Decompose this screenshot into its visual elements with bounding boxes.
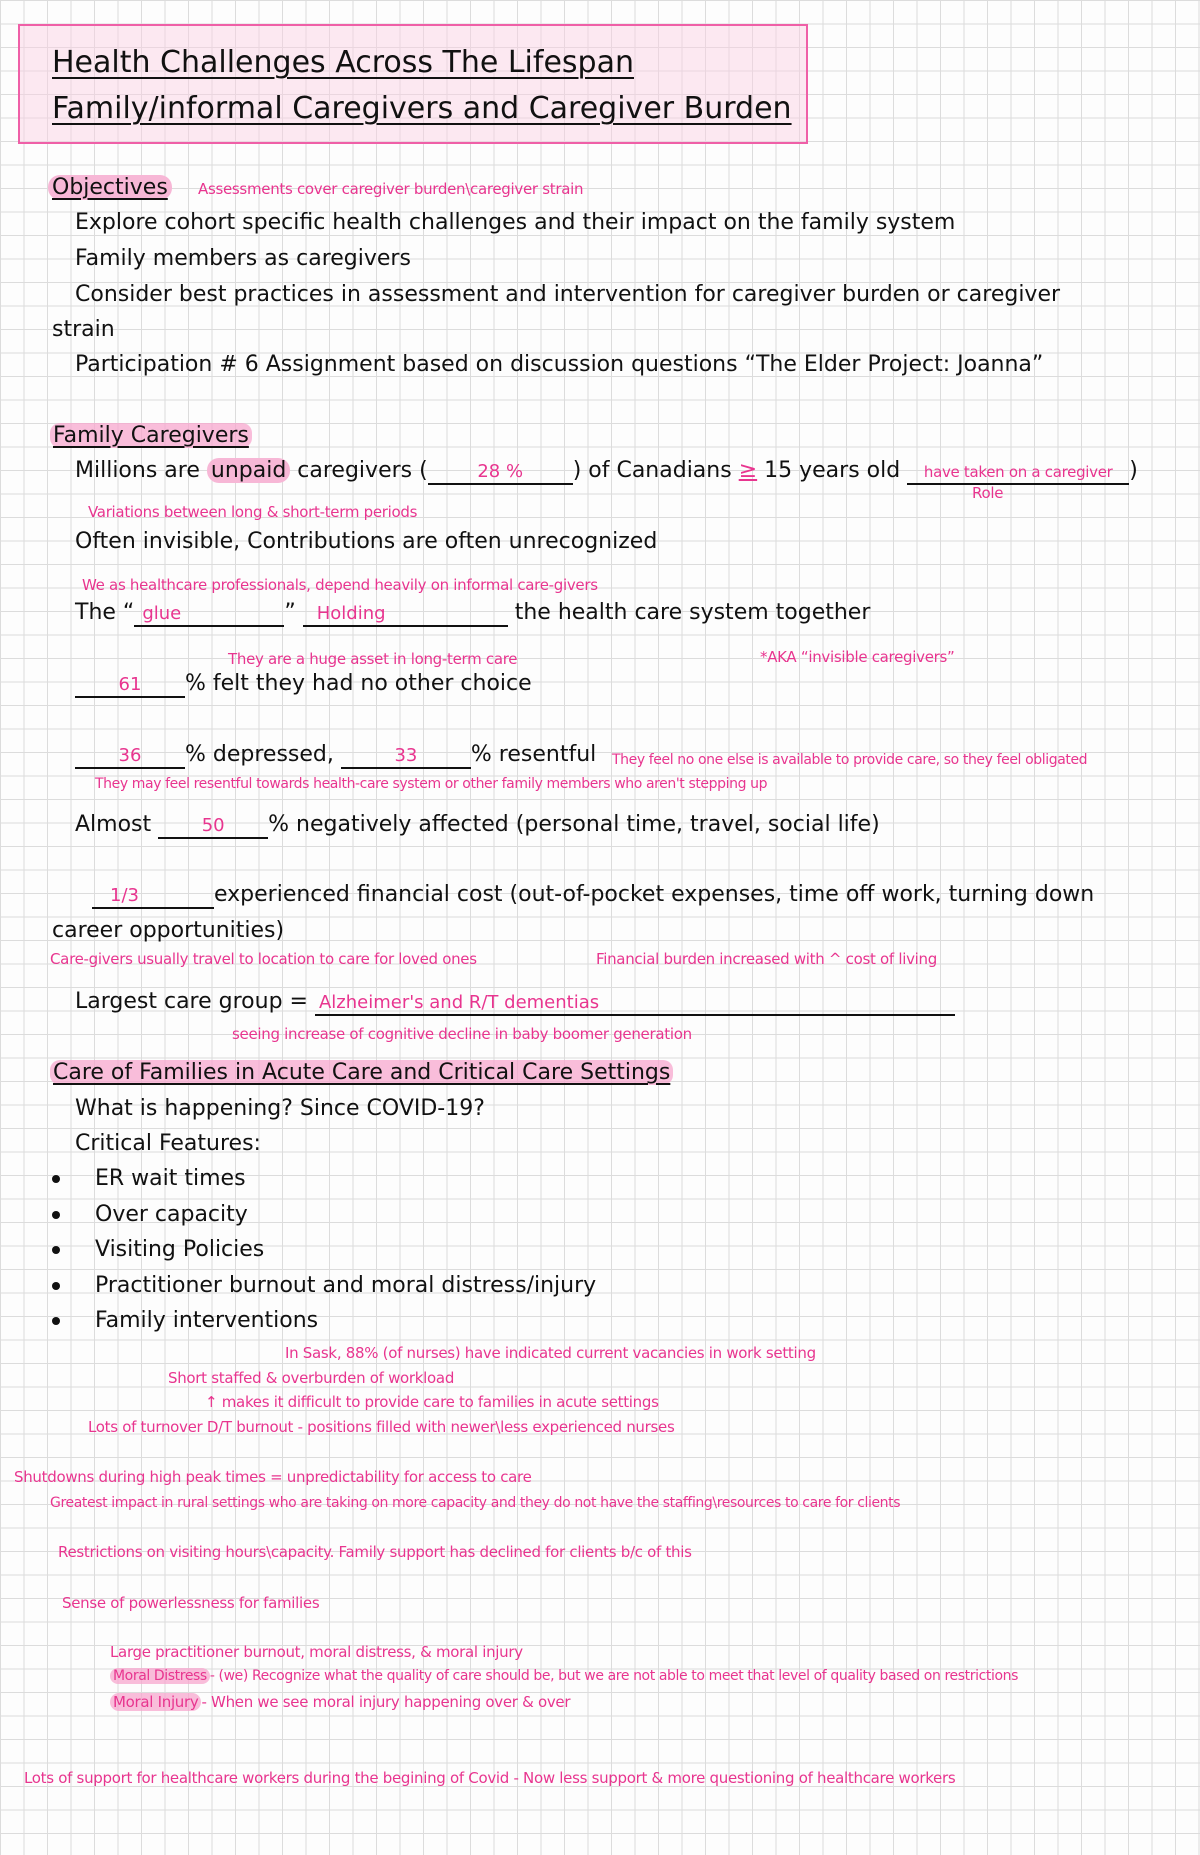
note-depend: We as healthcare professionals, depend heavily on informal care-givers [82, 576, 598, 594]
objective-item: Consider best practices in assessment and intervention for caregiver burden or caregiver [75, 282, 1061, 307]
note-obligated: They feel no one else is available to provide care, so they feel obligated [612, 752, 1088, 768]
financial-fill: 1/3 [92, 885, 214, 909]
note-shutdowns: Shutdowns during high peak times = unpredictability for access to care [14, 1468, 532, 1486]
objective-item: Participation # 6 Assignment based on discussion questions “The Elder Project: Joanna” [75, 352, 1044, 377]
invisible-line: Often invisible, Contributions are often unrecognized [75, 529, 658, 554]
largest-line: Largest care group = Alzheimer's and R/T dementias [75, 987, 955, 1017]
bullet-item: Visiting Policies [95, 1237, 265, 1262]
acute-care-heading: Care of Families in Acute Care and Critical Care Settings [50, 1058, 673, 1088]
unpaid-highlight: unpaid [207, 458, 290, 483]
acute-q2: Critical Features: [75, 1131, 261, 1156]
note-moral-distress: Moral Distress - (we) Recognize what the quality of care should be, but we are not able to meet that level of quality based on restrictions [110, 1668, 1018, 1684]
glue-fill: glue [134, 603, 284, 627]
note-short-staffed: Short staffed & overburden of workload [168, 1369, 455, 1387]
financial-line-wrap: career opportunities) [52, 918, 285, 943]
bullet-item: Over capacity [95, 1202, 248, 1227]
acute-q1: What is happening? Since COVID-19? [75, 1096, 485, 1121]
bullet-item: ER wait times [95, 1166, 246, 1191]
note-moral-injury: Moral Injury - When we see moral injury happening over & over [110, 1693, 570, 1711]
depressed-line: 36 % depressed, 33 % resentful [75, 740, 596, 770]
note-asset: They are a huge asset in long-term care [228, 650, 518, 668]
note-powerless: Sense of powerlessness for families [62, 1594, 320, 1612]
objective-item: Family members as caregivers [75, 246, 411, 271]
bullet-dot [52, 1282, 60, 1290]
almost-fill: 50 [158, 815, 268, 839]
title-box [18, 24, 808, 144]
note-resentful: They may feel resentful towards health-care system or other family members who aren't stepping up [95, 776, 768, 792]
bullet-dot [52, 1317, 60, 1325]
millions-line: Millions are unpaid caregivers ( 28 % ) of Canadians ≥ 15 years old have taken on a caregiver ) [75, 458, 1138, 483]
note-restrictions: Restrictions on visiting hours\capacity. Family support has declined for clients b/c of this [58, 1543, 692, 1561]
note-variations: Variations between long & short-term periods [88, 503, 418, 521]
note-burnout: Large practitioner burnout, moral distress, & moral injury [110, 1643, 523, 1661]
role-word: Role [972, 484, 1004, 502]
bullet-dot [52, 1175, 60, 1183]
page-subtitle: Family/informal Caregivers and Caregiver Burden [52, 91, 792, 126]
bullet-item: Family interventions [95, 1308, 319, 1333]
note-sask: In Sask, 88% (of nurses) have indicated current vacancies in work setting [285, 1344, 816, 1362]
bullet-dot [52, 1246, 60, 1254]
note-financial: Financial burden increased with ^ cost of living [596, 950, 937, 968]
financial-line: 1/3 experienced financial cost (out-of-pocket expenses, time off work, turning down [92, 880, 1094, 910]
holding-fill: Holding [303, 603, 508, 627]
role-fill: have taken on a caregiver [907, 461, 1129, 485]
moral-injury-label: Moral Injury [110, 1693, 201, 1711]
note-turnover: Lots of turnover D/T burnout - positions filled with newer\less experienced nurses [88, 1418, 675, 1436]
bullet-item: Practitioner burnout and moral distress/injury [95, 1273, 597, 1298]
glue-line: The “ glue ” Holding the health care system together [75, 600, 871, 625]
objective-item-wrap: strain [52, 317, 115, 342]
depressed-fill: 36 [75, 745, 185, 769]
objective-item: Explore cohort specific health challenges and their impact on the family system [75, 210, 956, 235]
choice-fill: 61 [75, 674, 185, 698]
page-title: Health Challenges Across The Lifespan [52, 45, 634, 80]
note-rural: Greatest impact in rural settings who are taking on more capacity and they do not have the staffing\resources to care for clients [50, 1495, 901, 1511]
resentful-fill: 33 [341, 745, 471, 769]
largest-fill: Alzheimer's and R/T dementias [315, 992, 955, 1016]
choice-line: 61 % felt they had no other choice [75, 669, 532, 699]
bullet-dot [52, 1211, 60, 1219]
percent-fill: 28 % [428, 461, 573, 485]
note-makes-difficult: ↑ makes it difficult to provide care to families in acute settings [205, 1393, 659, 1411]
family-caregivers-heading: Family Caregivers [50, 421, 252, 451]
almost-line: Almost 50 % negatively affected (personal time, travel, social life) [75, 812, 880, 837]
note-cognitive: seeing increase of cognitive decline in baby boomer generation [232, 1025, 692, 1043]
gte-symbol: ≥ [738, 458, 758, 483]
objectives-note: Assessments cover caregiver burden\caregiver strain [198, 180, 584, 198]
moral-distress-label: Moral Distress [110, 1668, 210, 1684]
note-support: Lots of support for healthcare workers during the begining of Covid - Now less support & more questioning of healthcare workers [24, 1769, 956, 1787]
note-travel: Care-givers usually travel to location to care for loved ones [50, 950, 477, 968]
objectives-heading: Objectives [48, 173, 172, 203]
note-aka: *AKA “invisible caregivers” [760, 648, 955, 666]
